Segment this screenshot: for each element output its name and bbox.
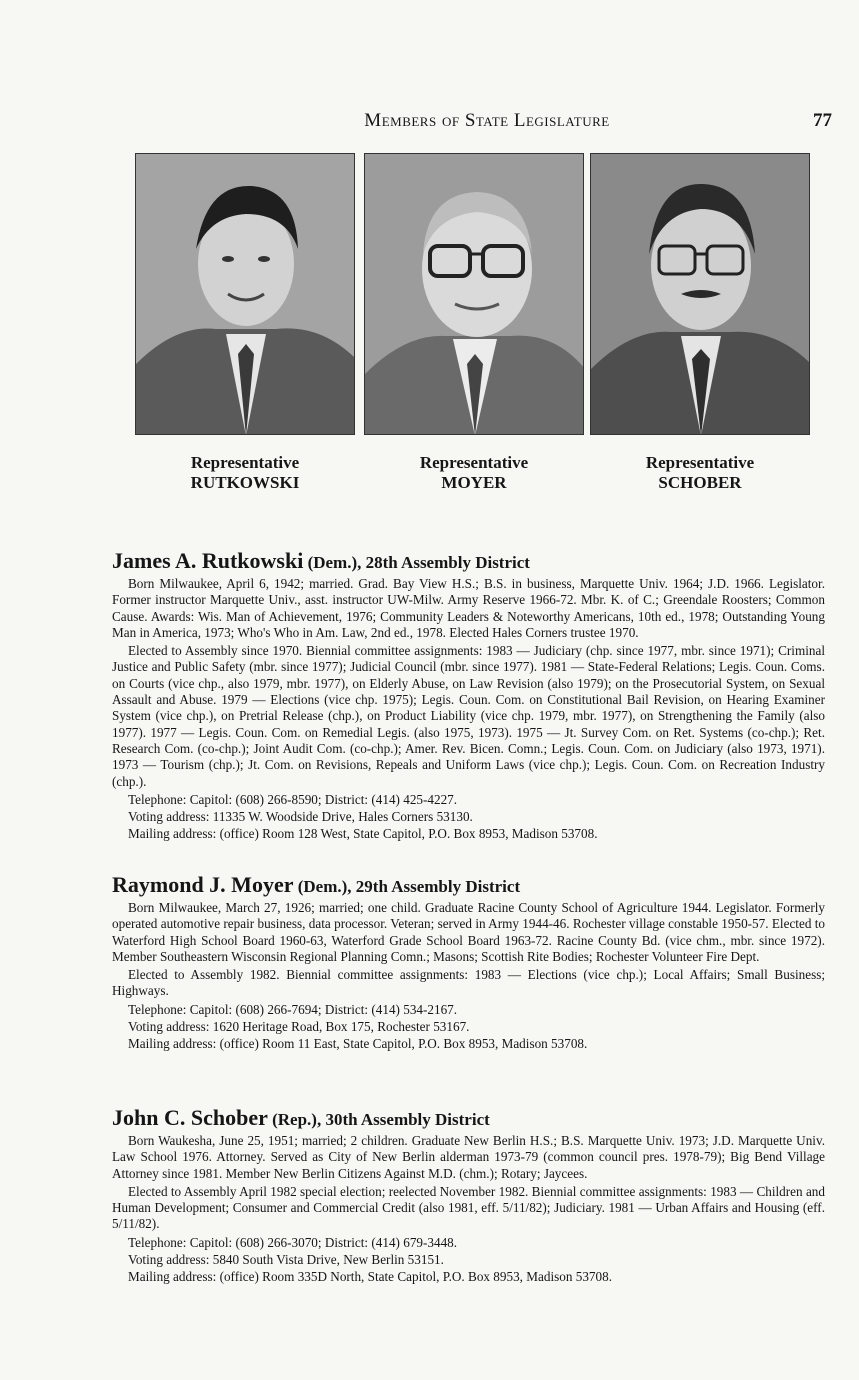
caption-title: Representative <box>645 453 755 472</box>
member-district: (Dem.), 29th Assembly District <box>293 877 521 896</box>
caption-name: RUTKOWSKI <box>190 473 300 492</box>
member-name: James A. Rutkowski <box>112 548 304 573</box>
bio-rutkowski <box>112 548 825 844</box>
voting-address: Voting address: 11335 W. Woodside Drive, Hales Corners 53130. <box>128 809 473 825</box>
member-heading <box>112 548 825 575</box>
running-title: Members of State Legislature <box>364 110 610 131</box>
committee-paragraph: Elected to Assembly April 1982 special election; reelected November 1982. Biennial committee assignments: 1983 — Children and Human Development; Consumer and Commercial Credit (also 1981, eff. 5/11/82); Judiciary. 1981 — Urban Affairs and Housing (eff. 5/11/82). <box>112 1183 825 1232</box>
caption-moyer <box>364 453 584 493</box>
committee-paragraph: Elected to Assembly 1982. Biennial committee assignments: 1983 — Elections (vice chp.); Local Affairs; Small Business; Highways. <box>112 967 825 999</box>
member-district: (Dem.), 28th Assembly District <box>303 553 530 572</box>
telephone: Telephone: Capitol: (608) 266-8590; District: (414) 425-4227. <box>128 791 458 807</box>
voting-address: Voting address: 1620 Heritage Road, Box 175, Rochester 53167. <box>128 1019 470 1035</box>
mailing-address: Mailing address: (office) Room 11 East, State Capitol, P.O. Box 8953, Madison 53708. <box>128 1036 588 1052</box>
photo-moyer <box>364 153 584 435</box>
member-heading <box>112 872 825 899</box>
page-number: 77 <box>813 110 832 131</box>
bio-paragraph: Born Milwaukee, March 27, 1926; married; one child. Graduate Racine County School of Agriculture 1944. Legislator. Formerly operated automotive repair business, data processor. Veteran; served in Army 1944-46. Rochester village constable 1950-57. Elected to Waterford High School Board 1960-63, Waterford Grade School Board 1963-72. Racine County Bd. (vice chm., mbr. since 1972). Member Southeastern Wisconsin Regional Planning Comn.; Masons; Scottish Rite Bodies; Rochester Volunteer Fire Dept. <box>112 900 825 964</box>
member-name: John C. Schober <box>112 1105 268 1130</box>
page-header <box>112 110 832 140</box>
portrait-row <box>135 153 810 498</box>
member-district: (Rep.), 30th Assembly District <box>267 1110 490 1129</box>
portrait-schober <box>590 153 810 493</box>
bio-schober <box>112 1105 825 1287</box>
caption-name: SCHOBER <box>658 473 742 492</box>
photo-rutkowski <box>135 153 355 435</box>
portrait-moyer <box>364 153 584 493</box>
caption-title: Representative <box>419 453 529 472</box>
committee-paragraph: Elected to Assembly since 1970. Biennial committee assignments: 1983 — Judiciary (chp. since 1977, mbr. since 1971); Criminal Justice and Public Safety (mbr. since 1977); Judicial Council (mbr. since 1977). 1981 — State-Federal Relations; Legis. Coun. Coms. on Courts (vice chp., also 1979, mbr. 1977), on Elderly Abuse, on Law Revision (also 1979); on the Prosecutorial System, on Sexual Assault and Abuse. 1979 — Elections (vice chp. 1975); Legis. Coun. Com. on Constitutional Bail Revision, on Hearing Examiner System (vice chp.), on Pretrial Release (chp.), on Product Liability (vice chp. 1979, mbr. 1977), on Strengthening the Family (also 1977). 1977 — Legis. Coun. Com. on Remedial Legis. (also 1975, 1973). 1975 — Jt. Survey Com. on Ret. Systems (co-chp.); Ret. Research Com. (co-chp.); Joint Audit Com. (co-chp.); Amer. Rev. Bicen. Comn.; Legis. Coun. Com. on Judiciary (also 1973, 1971). 1973 — Tourism (chp.); Jt. Com. on Revisions, Repeals and Uniform Laws (vice chp.); Legis. Coun. Com. on Recreation Industry (chp.). <box>112 643 825 789</box>
caption-schober <box>590 453 810 493</box>
bio-paragraph: Born Milwaukee, April 6, 1942; married. Grad. Bay View H.S.; B.S. in business, Marquette Univ. 1964; J.D. 1966. Legislator. Former instructor Marquette Univ., asst. instructor UW-Milw. Army Reserve 1966-72. Mbr. K. of C.; Greendale Roosters; Common Cause. Awards: Wis. Man of Achievement, 1976; Community Leaders & Noteworthy Americans, 10th ed., 1978; Outstanding Young Man in America, 1973; Who's Who in Am. Law, 2nd ed., 1978. Elected Hales Corners trustee 1970. <box>112 576 825 640</box>
bio-paragraph: Born Waukesha, June 25, 1951; married; 2 children. Graduate New Berlin H.S.; B.S. Marquette Univ. 1973; J.D. Marquette Univ. Law School 1976. Attorney. Served as City of New Berlin alderman 1973-79 (common council pres. 1978-79); Big Bend Village Attorney since 1981. Member New Berlin Citizens Against M.D. (chm.); Rotary; Jaycees. <box>112 1133 825 1181</box>
member-heading <box>112 1105 825 1132</box>
caption-rutkowski <box>135 453 355 493</box>
mailing-address: Mailing address: (office) Room 128 West, State Capitol, P.O. Box 8953, Madison 53708. <box>128 826 598 842</box>
caption-name: MOYER <box>441 473 507 492</box>
portrait-rutkowski <box>135 153 355 493</box>
mailing-address: Mailing address: (office) Room 335D North, State Capitol, P.O. Box 8953, Madison 53708. <box>128 1269 612 1285</box>
member-name: Raymond J. Moyer <box>112 872 294 897</box>
telephone: Telephone: Capitol: (608) 266-3070; District: (414) 679-3448. <box>128 1234 458 1250</box>
photo-schober <box>590 153 810 435</box>
caption-title: Representative <box>190 453 300 472</box>
bio-moyer <box>112 872 825 1054</box>
telephone: Telephone: Capitol: (608) 266-7694; District: (414) 534-2167. <box>128 1001 458 1017</box>
voting-address: Voting address: 5840 South Vista Drive, New Berlin 53151. <box>128 1252 444 1268</box>
